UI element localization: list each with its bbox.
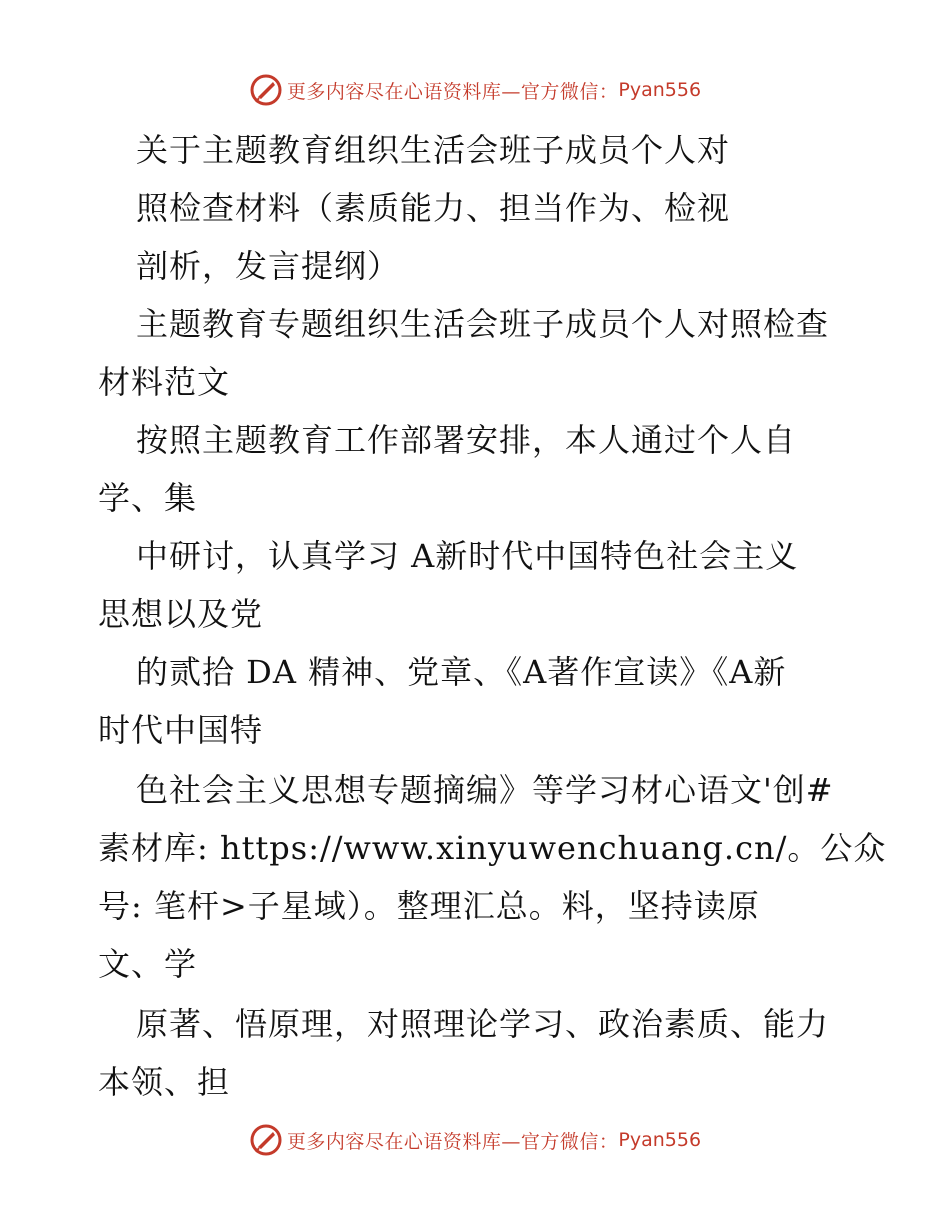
header-banner-text: 更多内容尽在心语资料库—官方微信： <box>286 80 619 103</box>
title-line-2: 照检查材料（素质能力、担当作为、检视 <box>136 189 731 227</box>
paragraph-line: 号: 笔杆>子星域）。整理汇总。料，坚持读原 <box>98 887 760 925</box>
header-banner-handle: Pyan556 <box>618 79 702 101</box>
header-banner <box>0 70 950 110</box>
paragraph-line: 色社会主义思想专题摘编》等学习材心语文'创# <box>136 771 834 809</box>
title-line-1: 关于主题教育组织生活会班子成员个人对 <box>136 131 731 169</box>
title-line-3: 剖析，发言提纲） <box>136 247 401 285</box>
quill-logo-icon <box>249 73 283 107</box>
paragraph-line: 中研讨，认真学习 A新时代中国特色社会主义 <box>136 537 799 575</box>
paragraph-line: 按照主题教育工作部署安排，本人通过个人自 <box>136 421 797 459</box>
footer-banner-text: 更多内容尽在心语资料库—官方微信： <box>286 1130 619 1153</box>
paragraph-line: 的贰拾 DA 精神、党章、《A著作宣读》《A新 <box>136 653 787 691</box>
paragraph-line: 思想以及党 <box>98 595 264 633</box>
subtitle-line-1: 主题教育专题组织生活会班子成员个人对照检查 <box>136 305 830 343</box>
paragraph-line: 本领、担 <box>98 1063 231 1101</box>
paragraph-line: 时代中国特 <box>98 711 264 749</box>
subtitle-line-2: 材料范文 <box>98 363 231 401</box>
paragraph-line: 学、集 <box>98 479 198 517</box>
quill-logo-icon <box>249 1123 283 1157</box>
paragraph-line: 文、学 <box>98 945 198 983</box>
footer-banner-handle: Pyan556 <box>618 1129 702 1151</box>
paragraph-line: 原著、悟原理，对照理论学习、政治素质、能力 <box>136 1005 830 1043</box>
footer-banner <box>0 1120 950 1160</box>
paragraph-line: 素材库: https://www.xinyuwenchuang.cn/。公众 <box>98 829 887 867</box>
